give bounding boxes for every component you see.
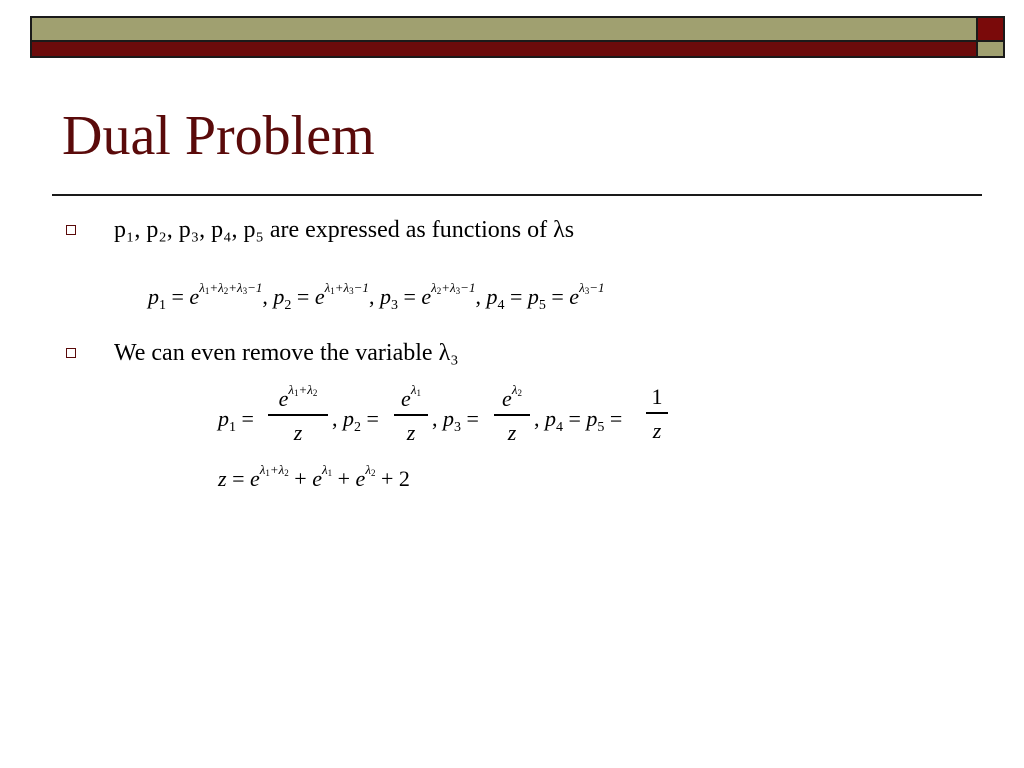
bullet-text-2: We can even remove the variable λ₃ bbox=[114, 340, 459, 366]
eq2-p2-lhs: , $p_2$ = bbox=[332, 406, 379, 435]
eq2-p4-p5-lhs: , $p_4 = p_5$ = bbox=[534, 406, 623, 435]
bullet-marker-2 bbox=[66, 348, 76, 358]
banner-olive-square bbox=[978, 42, 1005, 58]
eq2-p3-lhs: , $p_3$ = bbox=[432, 406, 479, 435]
banner-olive-bar bbox=[30, 16, 978, 42]
eq2-p4-p5-fraction: 1 z bbox=[646, 384, 668, 444]
equation-line-3: $z = e^{\lambda_1+\lambda_2} + e^{\lambda_1} + e^{\lambda_2} + 2$ bbox=[218, 462, 410, 491]
eq2-p1-lhs: $p_1$ = bbox=[218, 406, 254, 435]
banner-red-square bbox=[978, 16, 1005, 42]
title-divider bbox=[52, 194, 982, 196]
eq2-p2-fraction: $e^{\lambda_1}$ z bbox=[394, 382, 428, 446]
eq2-p1-fraction: $e^{\lambda_1+\lambda_2}$ z bbox=[268, 382, 328, 446]
slide-title: Dual Problem bbox=[62, 105, 375, 167]
banner-red-bar bbox=[30, 42, 978, 58]
bullet-marker-1 bbox=[66, 225, 76, 235]
equation-line-1: $p_1 = e^{\lambda_1+\lambda_2+\lambda_3-1}$, $p_2 = e^{\lambda_1+\lambda_3-1}$, $p_3 = e^{\lambda_2+\lambda_3-1}$, $p_4 = p_5 = e^{\lambda_3-1}$ bbox=[148, 280, 605, 313]
slide-header-banner bbox=[30, 16, 1006, 60]
bullet-text-1: p₁, p₂, p₃, p₄, p₅ are expressed as functions of λs bbox=[114, 217, 575, 243]
eq2-p3-fraction: $e^{\lambda_2}$ z bbox=[494, 382, 530, 446]
